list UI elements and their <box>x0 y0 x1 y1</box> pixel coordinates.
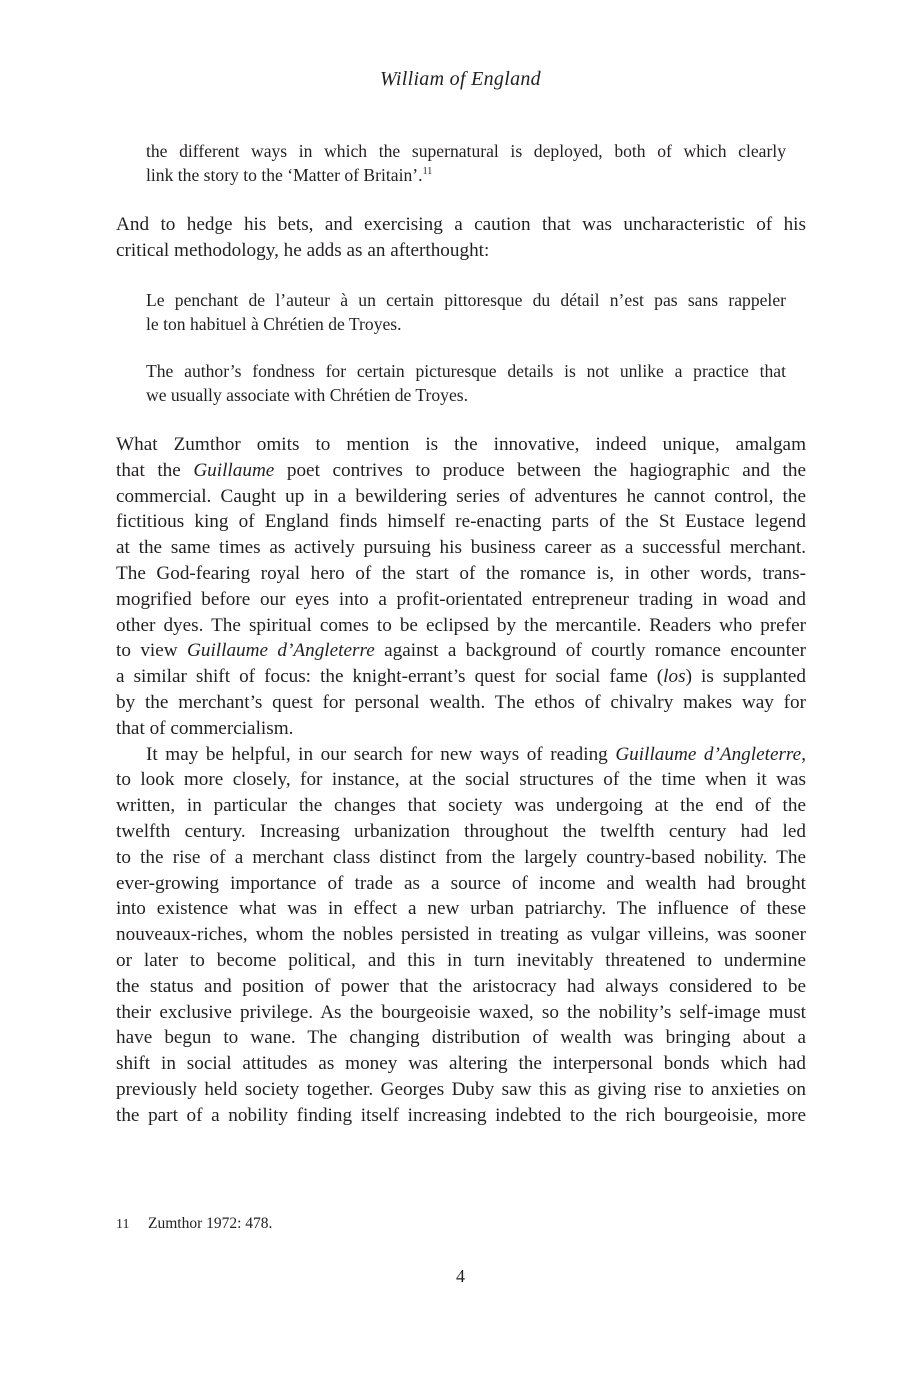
paragraph-line: And to hedge his bets, and exercising a caution that was uncharacteristic of his <box>116 214 806 235</box>
paragraph-line: previously held society together. Georges Duby saw this as giving rise to anxieties on <box>116 1078 806 1100</box>
block-quote-french <box>146 288 786 336</box>
running-head: William of England <box>380 68 541 90</box>
paragraph-line: What Zumthor omits to mention is the innovative, indeed unique, amalgam <box>116 434 806 455</box>
footnote <box>116 1214 272 1235</box>
footnote-number: 11 <box>116 1217 130 1232</box>
paragraph-line: the status and position of power that the aristocracy had always considered to be <box>116 975 806 997</box>
paragraph-line: have begun to wane. The changing distribution of wealth was bringing about a <box>116 1027 806 1049</box>
italic-title: Guillaume <box>193 459 275 481</box>
italic-term: los <box>663 666 686 688</box>
paragraph-line-indented: It may be helpful, in our search for new ways of reading Guillaume d’Angleterre, <box>146 743 806 765</box>
paragraph-line: a similar shift of focus: the knight-errant’s quest for social fame (los) is supplanted <box>116 666 806 688</box>
italic-title: Guillaume d’Angleterre <box>615 743 802 765</box>
quote-line: Le penchant de l’auteur à un certain pittoresque du détail n’est pas sans rappeler <box>146 290 786 310</box>
paragraph-line: to the rise of a merchant class distinct from the largely country-based nobility. The <box>116 846 806 868</box>
paragraph-line: shift in social attitudes as money was altering the interpersonal bonds which had <box>116 1053 806 1075</box>
page-number: 4 <box>456 1266 465 1286</box>
paragraph-intro <box>116 212 806 264</box>
paragraph-line: ever-growing importance of trade as a source of income and wealth had brought <box>116 872 806 894</box>
paragraph-line: fictitious king of England finds himself re-enacting parts of the St Eustace legend <box>116 511 806 533</box>
paragraph-line: into existence what was in effect a new urban patriarchy. The influence of these <box>116 898 806 920</box>
italic-title: Guillaume d’Angleterre <box>187 640 375 662</box>
paragraph-line: The God-fearing royal hero of the start of the romance is, in other words, trans- <box>116 562 806 584</box>
quote-line: le ton habituel à Chrétien de Troyes. <box>146 314 402 334</box>
block-quote-english <box>146 359 786 407</box>
paragraph-line: the part of a nobility finding itself increasing indebted to the rich bourgeoisie, more <box>116 1104 806 1126</box>
paragraph-line: critical methodology, he adds as an afterthought: <box>116 239 490 261</box>
paragraph-line: or later to become political, and this in turn inevitably threatened to undermine <box>116 949 806 971</box>
quote-line-last: link the story to the ‘Matter of Britain’.$^{11}$ <box>146 165 433 185</box>
block-quote-continuation <box>146 139 786 187</box>
paragraph-line: twelfth century. Increasing urbanization throughout the twelfth century had led <box>116 820 806 842</box>
paragraph-line: other dyes. The spiritual comes to be eclipsed by the mercantile. Readers who prefer <box>116 614 806 636</box>
paragraph-line: to look more closely, for instance, at the social structures of the time when it was <box>116 769 806 791</box>
quote-line: The author’s fondness for certain picturesque details is not unlike a practice that <box>146 361 786 381</box>
paragraph-line: at the same times as actively pursuing his business career as a successful merchant. <box>116 537 806 559</box>
quote-line: the different ways in which the supernatural is deployed, both of which clearly <box>146 141 786 161</box>
paragraph-line: nouveaux-riches, whom the nobles persisted in treating as vulgar villeins, was sooner <box>116 924 806 946</box>
paragraph-line: their exclusive privilege. As the bourgeoisie waxed, so the nobility’s self-image must <box>116 1001 806 1023</box>
quote-line: we usually associate with Chrétien de Troyes. <box>146 385 469 405</box>
paragraph-zumthor <box>116 432 806 1129</box>
paragraph-line: to view Guillaume d’Angleterre against a background of courtly romance encounter <box>116 640 806 662</box>
paragraph-line: mogrified before our eyes into a profit-orientated entrepreneur trading in woad and <box>116 588 806 610</box>
footnote-reference[interactable]: 11 <box>422 166 433 177</box>
paragraph-line: by the merchant’s quest for personal wealth. The ethos of chivalry makes way for <box>116 691 806 713</box>
paragraph-line: that of commercialism. <box>116 717 294 739</box>
paragraph-line: that the Guillaume poet contrives to produce between the hagiographic and the <box>116 459 806 481</box>
footnote-text: Zumthor 1972: 478. <box>148 1215 273 1232</box>
paragraph-line: commercial. Caught up in a bewildering series of adventures he cannot control, the <box>116 485 806 507</box>
paragraph-line: written, in particular the changes that society was undergoing at the end of the <box>116 795 806 817</box>
